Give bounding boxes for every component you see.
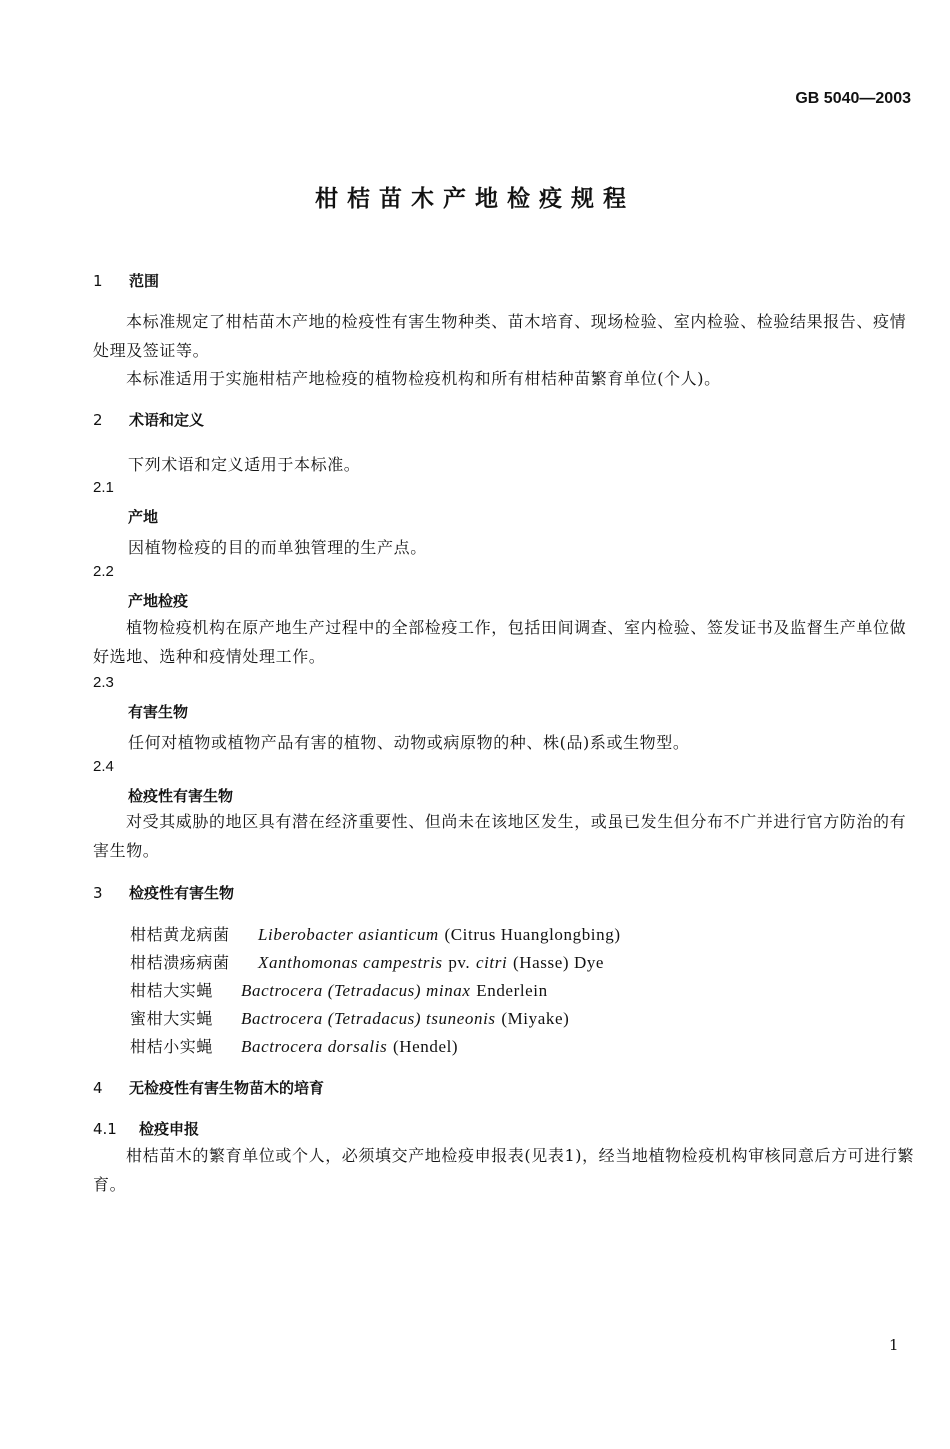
pest-chinese-name: 柑桔大实蝇	[130, 981, 214, 1000]
section-number: 4	[93, 1079, 103, 1097]
pest-authority: Enderlein	[476, 981, 548, 1000]
pest-scientific-name: Bactrocera dorsalis	[241, 1037, 388, 1056]
document-title: 柑桔苗木产地检疫规程	[315, 186, 635, 212]
section-number: 3	[93, 884, 103, 902]
section-title: 检疫性有害生物	[129, 884, 235, 902]
pest-scientific-name: Bactrocera (Tetradacus) minax	[241, 981, 471, 1000]
pest-entry	[130, 950, 604, 973]
section-number: 2	[93, 411, 103, 429]
pest-entry	[130, 922, 621, 945]
section-title: 无检疫性有害生物苗木的培育	[129, 1079, 325, 1097]
pest-chinese-name: 柑桔黄龙病菌	[130, 925, 230, 944]
pest-pathovar-name: citri	[475, 953, 508, 972]
pest-entry	[130, 1006, 569, 1029]
subsection-4-1-heading	[93, 1118, 199, 1139]
pest-entry	[130, 978, 548, 1001]
pest-authority: (Citrus Huanglongbing)	[444, 925, 621, 944]
term-definition: 任何对植物或植物产品有害的植物、动物或病原物的种、株(品)系或生物型。	[128, 733, 690, 752]
section-1-paragraph-2: 本标准适用于实施柑桔产地检疫的植物检疫机构和所有柑桔种苗繁育单位(个人)。	[126, 369, 721, 388]
subsection-title: 检疫申报	[139, 1120, 200, 1138]
subsection-number: 4.1	[93, 1120, 117, 1138]
term-title: 产地	[128, 508, 159, 526]
clause-number: 2.3	[93, 674, 114, 691]
pest-authority: (Hasse) Dye	[512, 953, 605, 972]
term-definition: 植物检疫机构在原产地生产过程中的全部检疫工作，包括田间调查、室内检验、签发证书及监督生产单位做好选地、选种和疫情处理工作。	[93, 618, 907, 666]
term-title: 检疫性有害生物	[128, 787, 234, 805]
pest-scientific-name: Liberobacter asianticum	[258, 925, 439, 944]
pest-chinese-name: 蜜柑大实蝇	[130, 1009, 214, 1028]
subsection-4-1-paragraph: 柑桔苗木的繁育单位或个人，必须填交产地检疫申报表(见表1)，经当地植物检疫机构审核同意后方可进行繁育。	[93, 1146, 915, 1194]
pest-authority: (Miyake)	[501, 1009, 570, 1028]
clause-number: 2.2	[93, 563, 114, 580]
section-3-heading	[93, 882, 234, 903]
term-title: 有害生物	[128, 703, 189, 721]
section-2-heading	[93, 409, 204, 430]
section-4-heading	[93, 1077, 324, 1098]
pest-chinese-name: 柑桔溃疡病菌	[130, 953, 230, 972]
term-definition: 因植物检疫的目的而单独管理的生产点。	[128, 538, 427, 557]
pest-scientific-name: Xanthomonas campestris	[258, 953, 443, 972]
term-definition: 对受其威胁的地区具有潜在经济重要性、但尚未在该地区发生，或虽已发生但分布不广并进行官方防治的有害生物。	[93, 812, 907, 860]
section-number: 1	[93, 272, 103, 290]
pest-chinese-name: 柑桔小实蝇	[130, 1037, 214, 1056]
section-title: 范围	[129, 272, 160, 290]
term-title: 产地检疫	[128, 592, 189, 610]
clause-number: 2.4	[93, 758, 114, 775]
pest-authority: (Hendel)	[392, 1037, 459, 1056]
pest-entry	[130, 1034, 458, 1057]
section-1-paragraph-1: 本标准规定了柑桔苗木产地的检疫性有害生物种类、苗木培育、现场检验、室内检验、检验结果报告、疫情处理及签证等。	[93, 312, 907, 360]
standard-number: GB 5040—2003	[795, 90, 911, 107]
section-2-intro: 下列术语和定义适用于本标准。	[128, 455, 361, 474]
section-1-heading	[93, 270, 159, 291]
pest-scientific-name: Bactrocera (Tetradacus) tsuneonis	[241, 1009, 496, 1028]
section-title: 术语和定义	[129, 411, 205, 429]
clause-number: 2.1	[93, 479, 114, 496]
pest-pathovar: pv.	[448, 953, 471, 972]
page-number: 1	[889, 1336, 899, 1354]
